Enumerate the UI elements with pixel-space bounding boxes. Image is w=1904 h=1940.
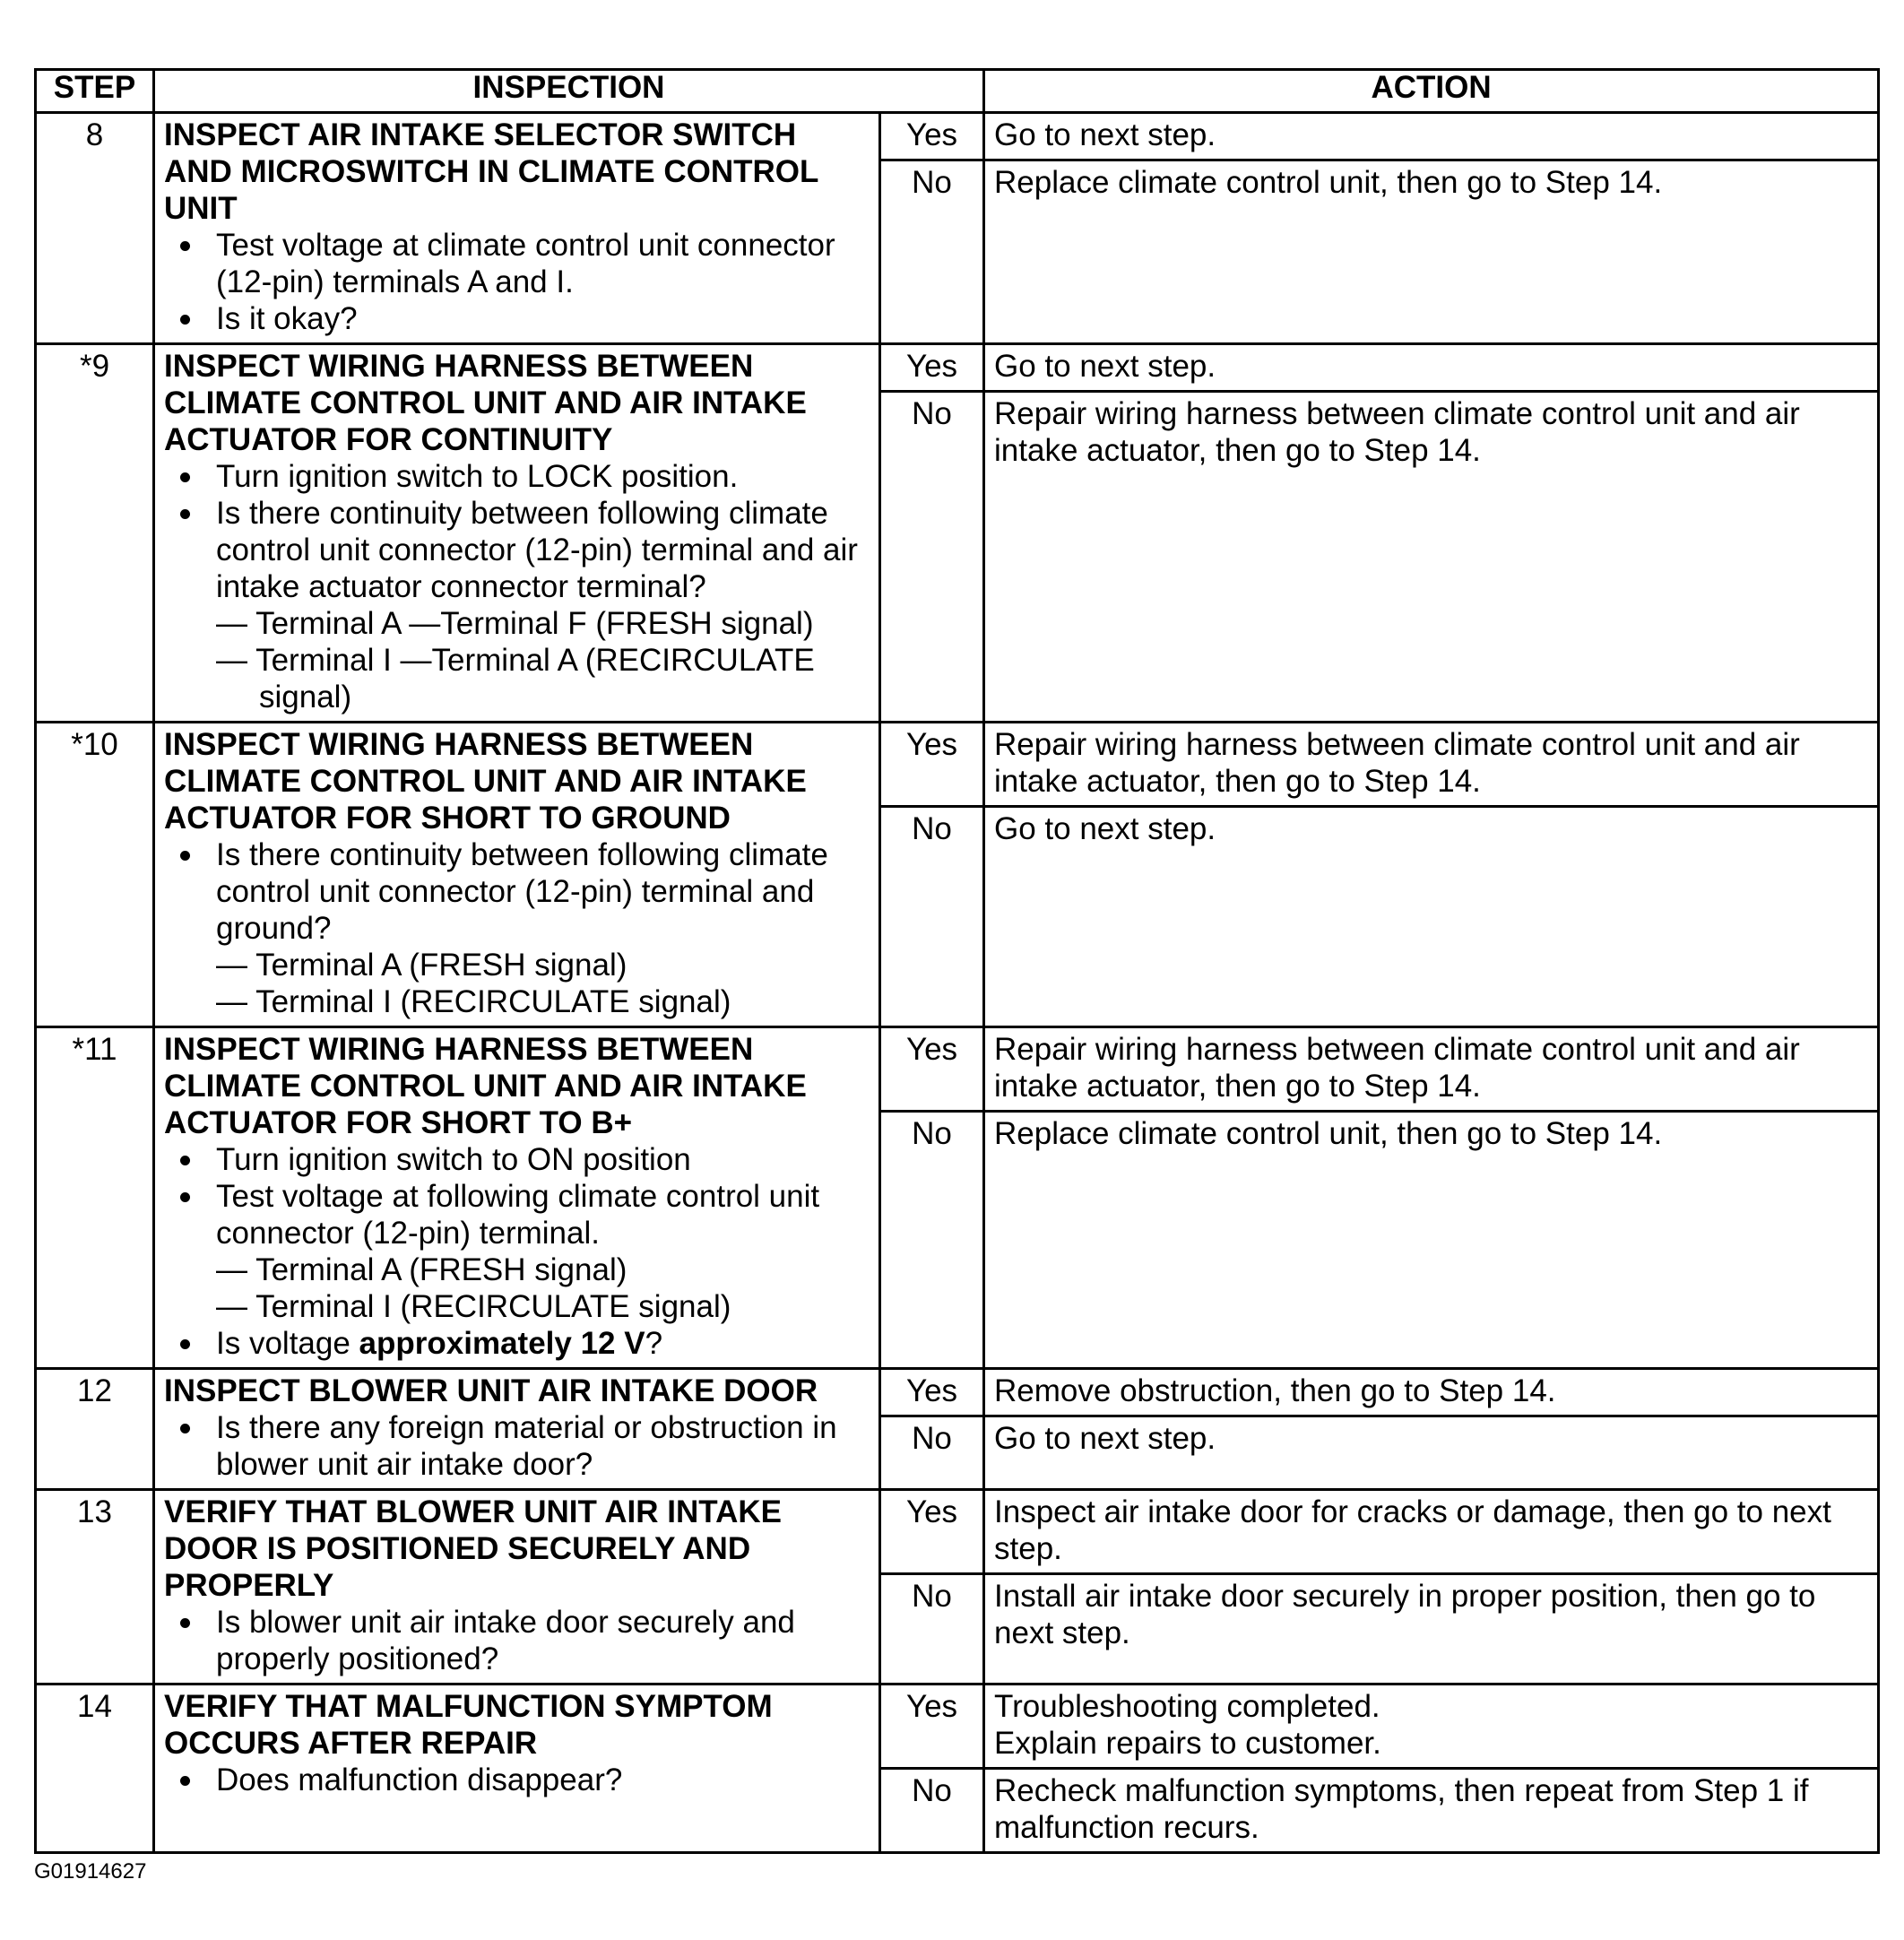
yes-action: Go to next step. — [984, 113, 1879, 160]
inspection-bullets — [164, 1762, 870, 1798]
no-action: Recheck malfunction symptoms, then repeat from Step 1 if malfunction recurs. — [984, 1769, 1879, 1853]
table-body — [36, 113, 1879, 1853]
step-row — [36, 723, 1879, 807]
bullet-item — [164, 227, 870, 300]
bullet-bold-text: approximately 12 V — [359, 1326, 645, 1361]
inspection-cell — [154, 1490, 880, 1685]
no-action: Install air intake door securely in proper position, then go to next step. — [984, 1574, 1879, 1685]
inspection-title: VERIFY THAT MALFUNCTION SYMPTOM OCCURS AFTER REPAIR — [164, 1689, 773, 1761]
yes-action: Repair wiring harness between climate control unit and air intake actuator, then go to Step 14. — [984, 723, 1879, 807]
inspection-bullets — [164, 458, 870, 715]
step-number: 13 — [36, 1490, 154, 1685]
no-action: Go to next step. — [984, 807, 1879, 1027]
no-action: Repair wiring harness between climate control unit and air intake actuator, then go to Step 14. — [984, 392, 1879, 723]
bullet-text: Is there continuity between following climate control unit connector (12-pin) terminal and air intake actuator connector terminal? — [216, 496, 858, 604]
bullet-item — [164, 495, 870, 715]
yes-action: Go to next step. — [984, 344, 1879, 392]
inspection-title: VERIFY THAT BLOWER UNIT AIR INTAKE DOOR IS POSITIONED SECURELY AND PROPERLY — [164, 1494, 782, 1603]
no-label: No — [880, 1574, 984, 1685]
bullet-item — [164, 1325, 870, 1362]
yes-action: Troubleshooting completed. Explain repairs to customer. — [984, 1685, 1879, 1769]
inspection-bullets — [164, 227, 870, 337]
no-action: Replace climate control unit, then go to Step 14. — [984, 1112, 1879, 1369]
terminal-list — [216, 947, 870, 1020]
bullet-item — [164, 300, 870, 337]
inspection-bullets — [164, 836, 870, 1020]
inspection-title: INSPECT BLOWER UNIT AIR INTAKE DOOR — [164, 1373, 818, 1408]
yes-label: Yes — [880, 1490, 984, 1574]
inspection-cell — [154, 1027, 880, 1369]
bullet-item — [164, 1604, 870, 1677]
inspection-bullets — [164, 1141, 870, 1362]
terminal-list — [216, 605, 870, 715]
step-row — [36, 1027, 1879, 1112]
no-label: No — [880, 1769, 984, 1853]
step-number: *9 — [36, 344, 154, 723]
step-number: 14 — [36, 1685, 154, 1853]
inspection-bullets — [164, 1409, 870, 1483]
step-number: 8 — [36, 113, 154, 344]
troubleshooting-table-container — [34, 68, 1877, 1854]
yes-label: Yes — [880, 1685, 984, 1769]
step-row — [36, 1685, 1879, 1769]
bullet-trailing-text: ? — [645, 1326, 663, 1361]
no-label: No — [880, 1112, 984, 1369]
inspection-cell — [154, 1369, 880, 1490]
no-action: Go to next step. — [984, 1416, 1879, 1490]
step-number: *11 — [36, 1027, 154, 1369]
bullet-text: Is there any foreign material or obstruction in blower unit air intake door? — [216, 1410, 837, 1482]
bullet-text: Test voltage at following climate control unit connector (12-pin) terminal. — [216, 1179, 820, 1251]
yes-label: Yes — [880, 113, 984, 160]
troubleshooting-table — [34, 68, 1880, 1854]
inspection-bullets — [164, 1604, 870, 1677]
bullet-text: Is blower unit air intake door securely and properly positioned? — [216, 1605, 795, 1676]
inspection-cell — [154, 113, 880, 344]
bullet-text: Test voltage at climate control unit connector (12-pin) terminals A and I. — [216, 228, 835, 299]
bullet-item — [164, 458, 870, 495]
bullet-text: Does malfunction disappear? — [216, 1762, 623, 1797]
yes-label: Yes — [880, 344, 984, 392]
inspection-cell — [154, 1685, 880, 1853]
bullet-text: Is there continuity between following climate control unit connector (12-pin) terminal and ground? — [216, 837, 828, 946]
bullet-item — [164, 1178, 870, 1325]
inspection-cell — [154, 723, 880, 1027]
terminal-list — [216, 1251, 870, 1325]
inspection-title: INSPECT WIRING HARNESS BETWEEN CLIMATE CONTROL UNIT AND AIR INTAKE ACTUATOR FOR CONTINUITY — [164, 349, 807, 457]
inspection-title: INSPECT WIRING HARNESS BETWEEN CLIMATE CONTROL UNIT AND AIR INTAKE ACTUATOR FOR SHORT TO GROUND — [164, 727, 807, 836]
figure-id: G01914627 — [34, 1859, 147, 1884]
step-row — [36, 113, 1879, 160]
yes-action: Inspect air intake door for cracks or damage, then go to next step. — [984, 1490, 1879, 1574]
terminal-item: — Terminal I (RECIRCULATE signal) — [216, 1289, 731, 1324]
terminal-item: — Terminal I —Terminal A (RECIRCULATE signal) — [216, 643, 815, 715]
bullet-item — [164, 1762, 870, 1798]
no-action: Replace climate control unit, then go to Step 14. — [984, 160, 1879, 344]
no-label: No — [880, 1416, 984, 1490]
bullet-text: Turn ignition switch to ON position — [216, 1142, 691, 1177]
bullet-item — [164, 1141, 870, 1178]
terminal-item: — Terminal A (FRESH signal) — [216, 1252, 627, 1287]
step-number: 12 — [36, 1369, 154, 1490]
yes-action: Repair wiring harness between climate control unit and air intake actuator, then go to Step 14. — [984, 1027, 1879, 1112]
bullet-item — [164, 1409, 870, 1483]
yes-label: Yes — [880, 1369, 984, 1416]
header-row — [36, 70, 1879, 113]
terminal-item: — Terminal A —Terminal F (FRESH signal) — [216, 606, 814, 641]
header-step: STEP — [36, 70, 154, 113]
inspection-cell — [154, 344, 880, 723]
yes-label: Yes — [880, 723, 984, 807]
header-action: ACTION — [984, 70, 1879, 113]
no-label: No — [880, 160, 984, 344]
step-row — [36, 1490, 1879, 1574]
terminal-item: — Terminal A (FRESH signal) — [216, 948, 627, 983]
step-row — [36, 344, 1879, 392]
terminal-item: — Terminal I (RECIRCULATE signal) — [216, 984, 731, 1019]
no-label: No — [880, 807, 984, 1027]
inspection-title: INSPECT AIR INTAKE SELECTOR SWITCH AND MICROSWITCH IN CLIMATE CONTROL UNIT — [164, 117, 818, 226]
bullet-text: Is voltage — [216, 1326, 359, 1361]
header-inspection: INSPECTION — [154, 70, 984, 113]
inspection-title: INSPECT WIRING HARNESS BETWEEN CLIMATE CONTROL UNIT AND AIR INTAKE ACTUATOR FOR SHORT TO B+ — [164, 1032, 807, 1140]
bullet-text: Turn ignition switch to LOCK position. — [216, 459, 739, 494]
yes-label: Yes — [880, 1027, 984, 1112]
step-number: *10 — [36, 723, 154, 1027]
bullet-item — [164, 836, 870, 1020]
no-label: No — [880, 392, 984, 723]
bullet-text: Is it okay? — [216, 301, 358, 336]
step-row — [36, 1369, 1879, 1416]
yes-action: Remove obstruction, then go to Step 14. — [984, 1369, 1879, 1416]
